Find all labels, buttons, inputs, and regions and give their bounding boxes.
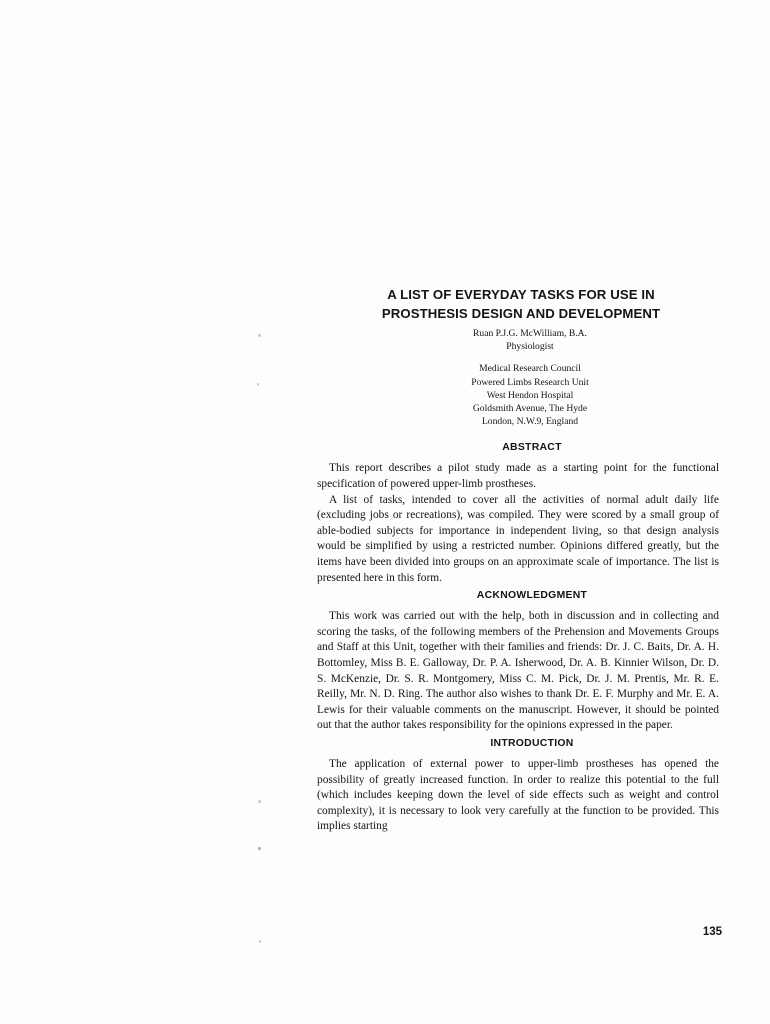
abstract-paragraph: A list of tasks, intended to cover all the activities of normal adult daily life (excluding jobs or recreations), was compiled. They were scored by a small group of able-bodied subjects for importance in independent living, so that design analysis would be simplified by using a restricted number. Opinions differed greatly, but the items have been divided into groups on an approximate scale of importance. The list is presented here in this form. (317, 493, 719, 584)
affiliation-line: London, N.W.9, England (481, 416, 579, 428)
acknowledgment-paragraph: This work was carried out with the help, both in discussion and in collecting and scoring the tasks, of the following members of the Prehension and Movements Groups and Staff at this Unit, together with their families and friends: Dr. J. C. Baits, Dr. A. H. Bottomley, Miss B. E. Galloway, Dr. P. A. Isherwood, Dr. A. B. Kinnier Wilson, Dr. D. S. McKenzie, Dr. S. R. Montgomery, Miss C. M. Pick, Dr. J. M. Prentis, Mr. R. E. Reilly, Mr. N. D. Ring. The author also wishes to thank Dr. E. F. Murphy and Mr. E. A. Lewis for their valuable comments on the manuscript. However, it should be pointed out that the author takes responsibility for the opinions expressed in the paper. (317, 610, 719, 732)
scan-speck (258, 334, 261, 337)
scan-speck (258, 847, 261, 850)
paper-title (317, 285, 719, 323)
title-line: PROSTHESIS DESIGN AND DEVELOPMENT (381, 306, 661, 321)
abstract-paragraph: This report describes a pilot study made as a starting point for the functional specification of powered upper-limb prostheses. (317, 462, 719, 491)
title-line: A LIST OF EVERYDAY TASKS FOR USE IN (387, 287, 655, 302)
scan-speck (258, 800, 261, 803)
scan-speck (257, 383, 259, 386)
affiliation-line: Goldsmith Avenue, The Hyde (472, 403, 588, 415)
introduction-body (317, 757, 719, 835)
abstract-heading: ABSTRACT (502, 442, 562, 454)
scan-speck (259, 940, 261, 943)
introduction-paragraph: The application of external power to upper-limb prostheses has opened the possibility of greatly increased function. In order to realize this potential to the full (which includes keeping down the level of side effects such as weight and control complexity), it is necessary to look very carefully at the function to be provided. This implies starting (317, 757, 719, 833)
acknowledgment-body (317, 609, 719, 734)
spacer (341, 353, 719, 362)
abstract-body (317, 461, 719, 586)
affiliation-line: Medical Research Council (479, 363, 581, 375)
page-number: 135 (702, 926, 722, 938)
acknowledgment-heading: ACKNOWLEDGMENT (476, 590, 588, 602)
paper-page (317, 285, 719, 835)
introduction-heading: INTRODUCTION (490, 737, 574, 749)
author-block (317, 327, 719, 428)
author-role: Physiologist (506, 341, 554, 353)
affiliation-line: Powered Limbs Research Unit (471, 376, 589, 388)
author-name: Ruan P.J.G. McWilliam, B.A. (473, 328, 587, 339)
affiliation-line: West Hendon Hospital (486, 389, 574, 401)
